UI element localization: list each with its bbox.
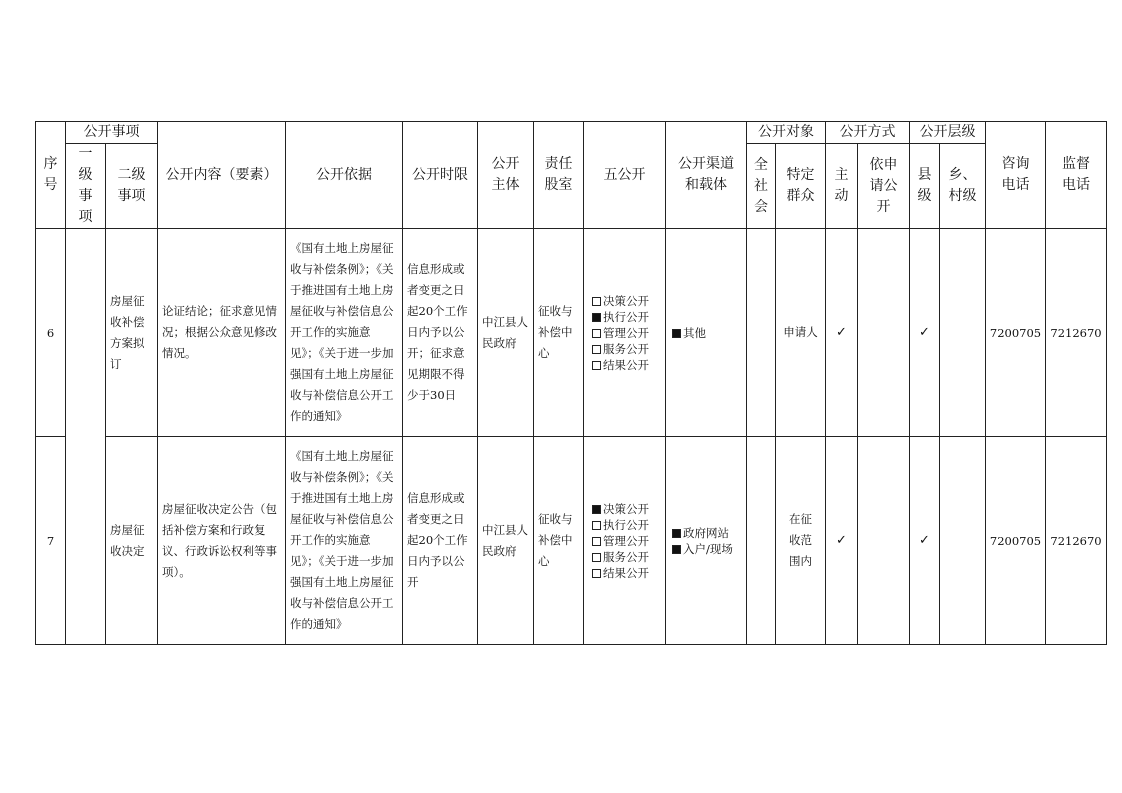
disclosure-table — [35, 121, 1107, 645]
row-subject: 中江县人民政府 — [478, 437, 534, 645]
header-office: 责任 股室 — [534, 122, 584, 229]
row-active-check-icon: ✓ — [826, 437, 858, 645]
checkbox-icon — [592, 329, 601, 338]
channel-item: 其他 — [672, 325, 746, 341]
header-active: 主 动 — [826, 144, 858, 229]
row-channel — [666, 229, 747, 437]
row-consult-phone: 7200705 — [986, 229, 1046, 437]
checkbox-icon — [672, 545, 681, 554]
header-basis: 公开依据 — [286, 122, 403, 229]
checkbox-icon — [592, 569, 601, 578]
header-seq: 序 号 — [36, 122, 66, 229]
row-county-check-icon: ✓ — [910, 437, 940, 645]
header-level-group: 公开层级 — [910, 122, 986, 144]
checkbox-icon — [672, 529, 681, 538]
row-seq: 6 — [36, 229, 66, 437]
row-seq: 7 — [36, 437, 66, 645]
row-basis: 《国有土地上房屋征收与补偿条例》；《关于推进国有土地上房屋征收与补偿信息公开工作的实施意见》；《关于进一步加强国有土地上房屋征收与补偿信息公开工作的通知》 — [286, 437, 403, 645]
checkbox-icon — [672, 329, 681, 338]
header-society: 全 社 会 — [747, 144, 776, 229]
row-time-limit: 信息形成或者变更之日起20个工作日内予以公开 — [403, 437, 478, 645]
five-open-item: 结果公开 — [592, 357, 665, 373]
table-row — [36, 229, 1107, 437]
header-method-group: 公开方式 — [826, 122, 910, 144]
level1-cell — [66, 229, 106, 645]
five-open-item: 管理公开 — [592, 533, 665, 549]
row-on-request — [858, 437, 910, 645]
checkbox-icon — [592, 537, 601, 546]
row-basis: 《国有土地上房屋征收与补偿条例》；《关于推进国有土地上房屋征收与补偿信息公开工作的实施意见》；《关于进一步加强国有土地上房屋征收与补偿信息公开工作的通知》 — [286, 229, 403, 437]
five-open-item: 服务公开 — [592, 549, 665, 565]
five-open-item: 决策公开 — [592, 293, 665, 309]
header-town: 乡、 村级 — [940, 144, 986, 229]
row-specific: 在征收范围内 — [776, 437, 826, 645]
row-county-check-icon: ✓ — [910, 229, 940, 437]
table-row — [36, 437, 1107, 645]
row-channel — [666, 437, 747, 645]
five-open-item: 结果公开 — [592, 565, 665, 581]
row-town — [940, 437, 986, 645]
header-channel: 公开渠道 和载体 — [666, 122, 747, 229]
checkbox-icon — [592, 553, 601, 562]
checkbox-icon — [592, 313, 601, 322]
row-content: 房屋征收决定公告（包括补偿方案和行政复议、行政诉讼权利等事项）。 — [158, 437, 286, 645]
row-time-limit: 信息形成或者变更之日起20个工作日内予以公开；征求意见期限不得少于30日 — [403, 229, 478, 437]
row-society — [747, 437, 776, 645]
header-subject: 公开 主体 — [478, 122, 534, 229]
checkbox-icon — [592, 521, 601, 530]
header-time-limit: 公开时限 — [403, 122, 478, 229]
five-open-item: 执行公开 — [592, 309, 665, 325]
row-five-open — [584, 437, 666, 645]
row-subject: 中江县人民政府 — [478, 229, 534, 437]
row-supervise-phone: 7212670 — [1046, 437, 1107, 645]
header-audience-group: 公开对象 — [747, 122, 826, 144]
five-open-item: 管理公开 — [592, 325, 665, 341]
five-open-item: 服务公开 — [592, 341, 665, 357]
header-row-1 — [36, 122, 1107, 144]
five-open-item: 决策公开 — [592, 501, 665, 517]
checkbox-icon — [592, 361, 601, 370]
header-consult-phone: 咨询 电话 — [986, 122, 1046, 229]
checkbox-icon — [592, 297, 601, 306]
checkbox-icon — [592, 345, 601, 354]
checkbox-icon — [592, 505, 601, 514]
row-content: 论证结论；征求意见情况；根据公众意见修改情况。 — [158, 229, 286, 437]
row-supervise-phone: 7212670 — [1046, 229, 1107, 437]
header-five-open: 五公开 — [584, 122, 666, 229]
channel-item: 入户/现场 — [672, 541, 746, 557]
row-level2: 房屋征收补偿方案拟订 — [106, 229, 158, 437]
row-on-request — [858, 229, 910, 437]
row-specific: 申请人 — [776, 229, 826, 437]
row-level2: 房屋征收决定 — [106, 437, 158, 645]
header-content: 公开内容（要素） — [158, 122, 286, 229]
header-matters-group: 公开事项 — [66, 122, 158, 144]
row-society — [747, 229, 776, 437]
header-on-request: 依申 请公 开 — [858, 144, 910, 229]
header-specific: 特定 群众 — [776, 144, 826, 229]
row-town — [940, 229, 986, 437]
five-open-item: 执行公开 — [592, 517, 665, 533]
row-five-open — [584, 229, 666, 437]
row-office: 征收与补偿中心 — [534, 229, 584, 437]
header-level1: 一 级 事 项 — [66, 144, 106, 229]
header-county: 县 级 — [910, 144, 940, 229]
row-active-check-icon: ✓ — [826, 229, 858, 437]
header-supervise-phone: 监督 电话 — [1046, 122, 1107, 229]
row-consult-phone: 7200705 — [986, 437, 1046, 645]
row-office: 征收与补偿中心 — [534, 437, 584, 645]
channel-item: 政府网站 — [672, 525, 746, 541]
header-level2: 二级 事项 — [106, 144, 158, 229]
